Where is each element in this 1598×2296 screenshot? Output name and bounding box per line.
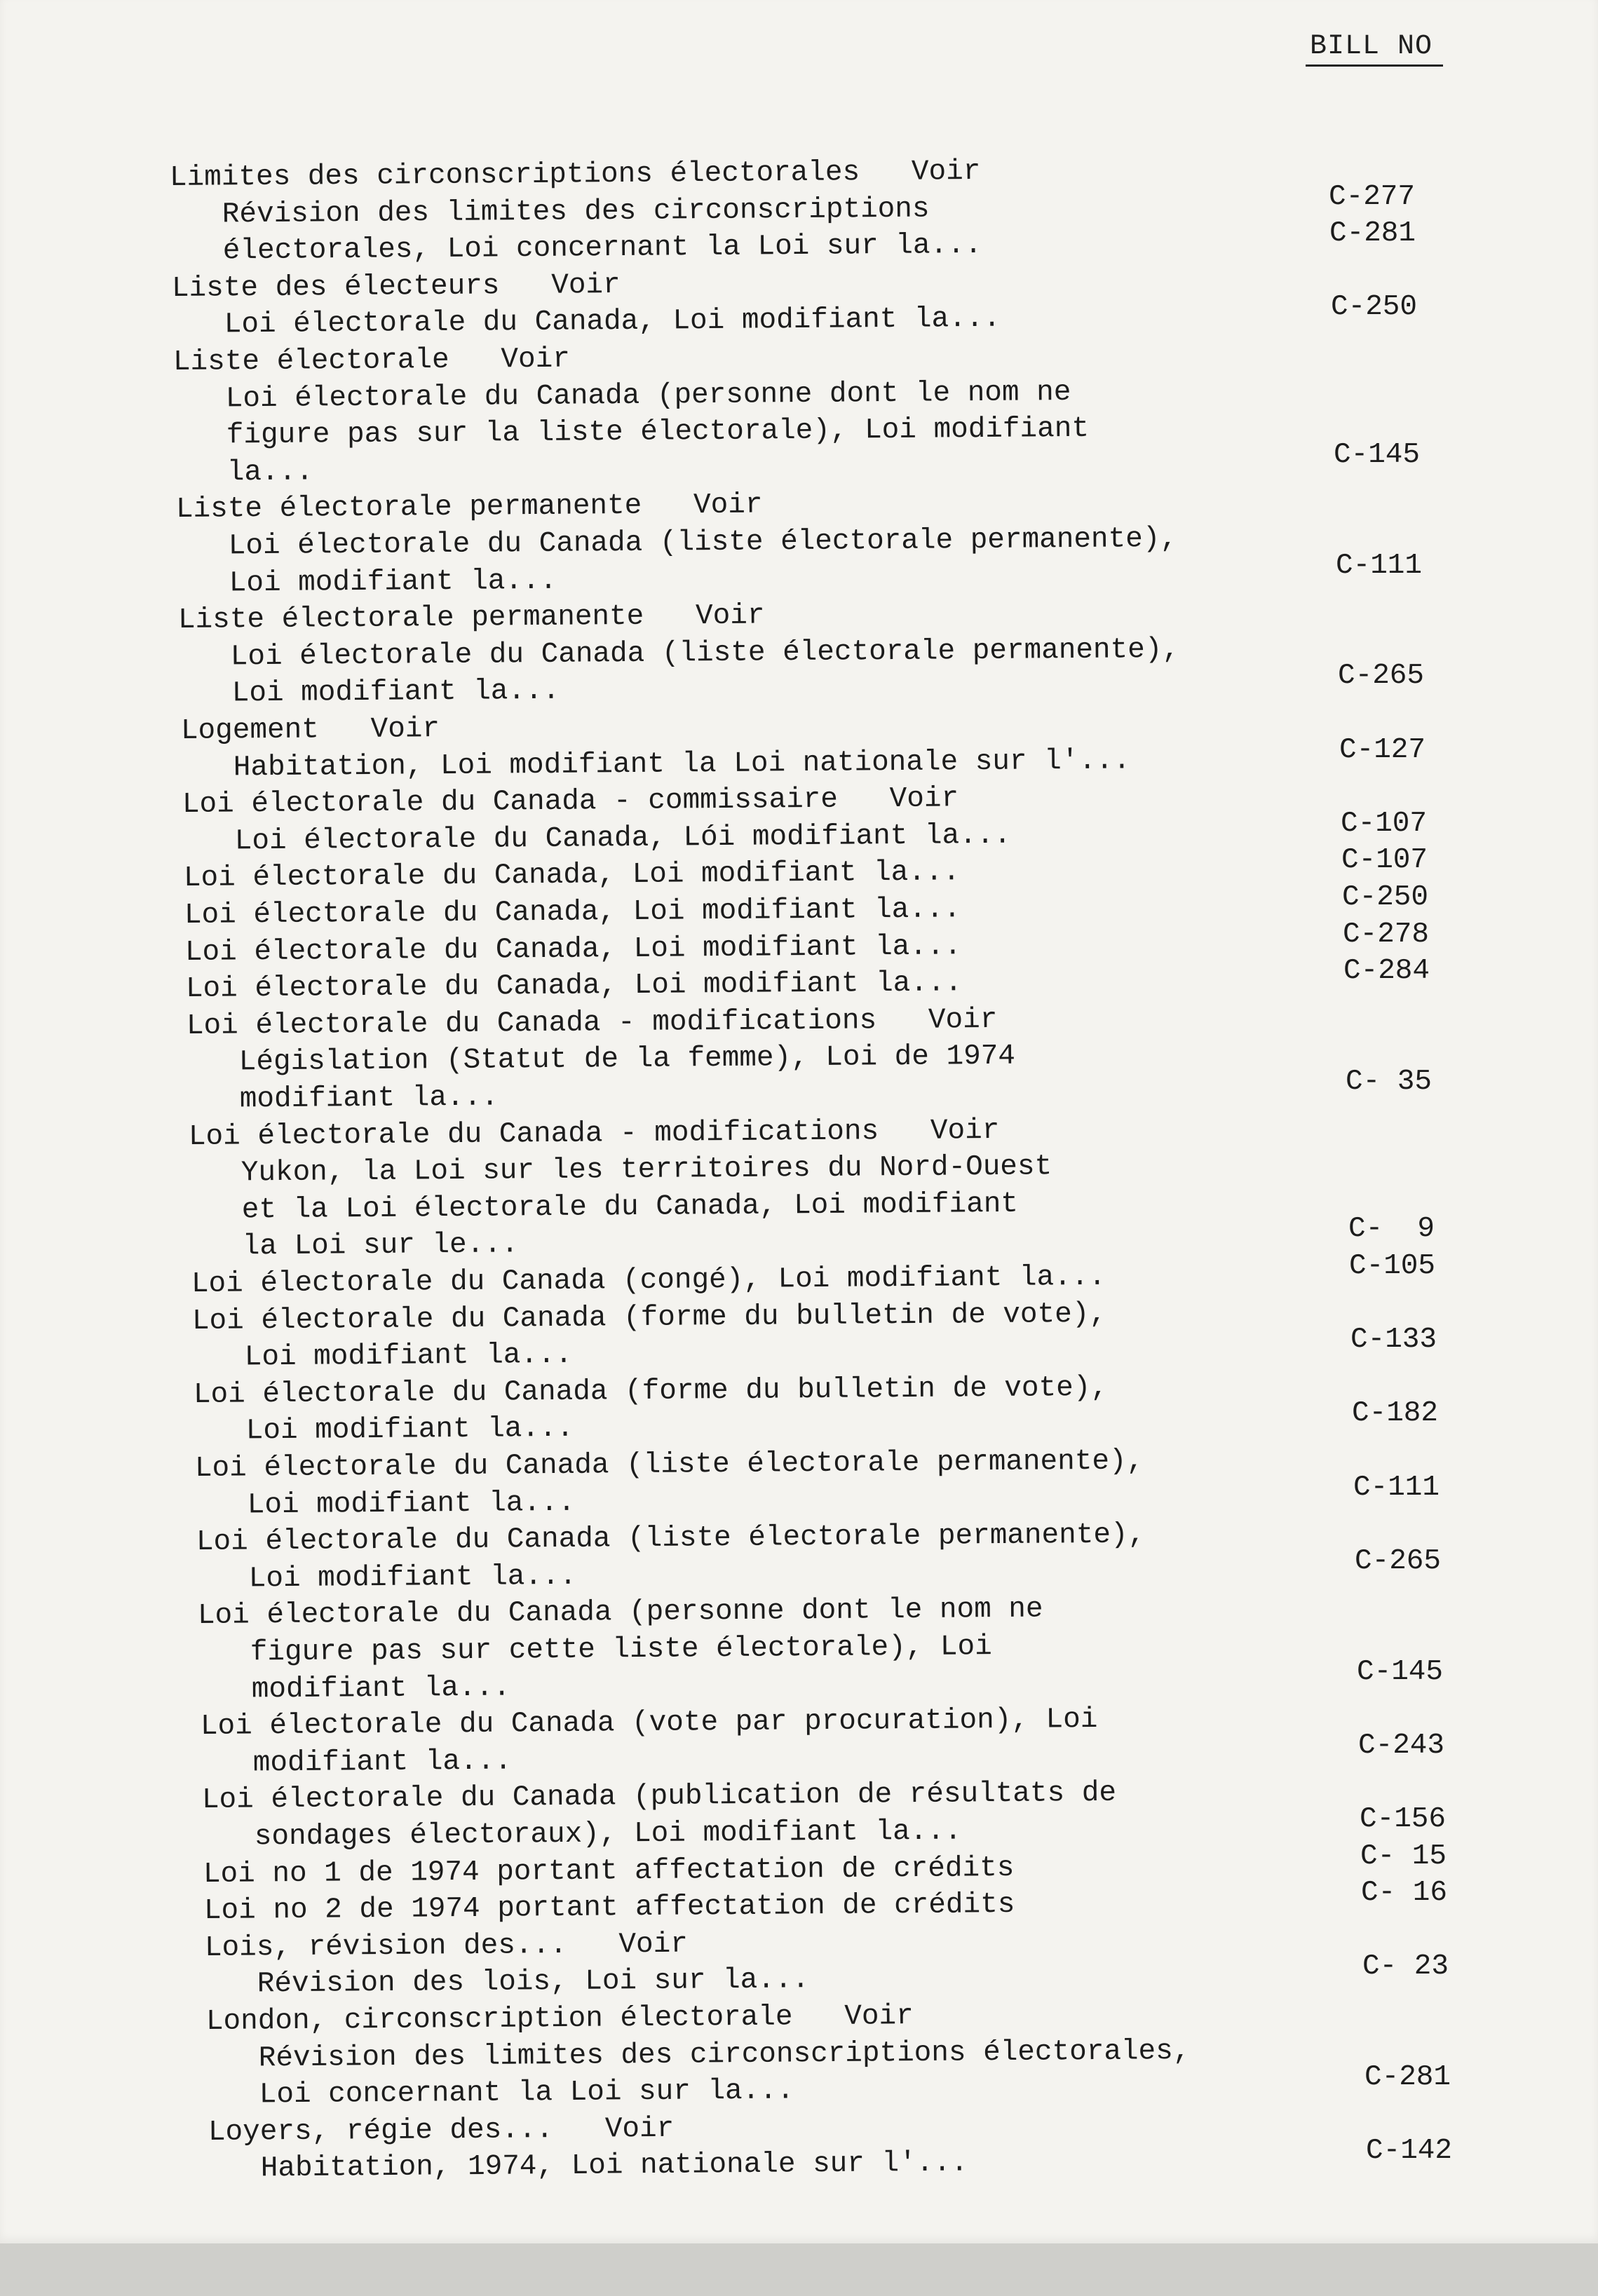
bill-number: C-281 <box>1365 2061 1451 2094</box>
entry-reference-line: Législation (Statut de la femme), Loi de 1974 <box>187 1040 1016 1080</box>
entry-heading: Limites des circonscriptions électorales Voir <box>169 155 981 194</box>
entry-reference-line: Habitation, 1974, Loi nationale sur l'... <box>208 2147 968 2186</box>
bill-number: C-281 <box>1329 217 1416 250</box>
bill-number: C-156 <box>1360 1803 1447 1835</box>
entry-reference-line: modifiant la... <box>187 1081 499 1116</box>
bill-number: C-277 <box>1329 180 1416 213</box>
entry-heading: Loi électorale du Canada (congé), Loi modifiant la... <box>191 1261 1106 1300</box>
entry-heading: Loi électorale du Canada (forme du bulletin de vote), <box>191 1298 1107 1338</box>
entry-reference-line: Loi modifiant la... <box>192 1338 573 1375</box>
bill-number: C-182 <box>1352 1397 1439 1430</box>
entry-reference-line: modifiant la... <box>201 1745 512 1780</box>
bill-number: C-265 <box>1338 660 1425 693</box>
bill-number: C-145 <box>1334 438 1421 471</box>
entry-reference-line: Loi modifiant la... <box>180 675 560 711</box>
entry-heading: Liste des électeurs Voir <box>171 269 621 305</box>
entry-heading: Loi électorale du Canada - modifications Voir <box>186 1003 998 1042</box>
bill-number: C-107 <box>1341 807 1428 840</box>
entry-reference-line: Révision des limites des circonscriptions électorales, <box>206 2035 1191 2075</box>
bill-number: C- 15 <box>1360 1840 1447 1873</box>
entry-reference-line: la Loi sur le... <box>190 1228 519 1264</box>
bill-no-header: BILL NO <box>1310 31 1433 62</box>
bill-number: C- 9 <box>1348 1213 1435 1246</box>
entry-heading: Liste électorale Voir <box>172 343 571 379</box>
entry-heading: Loi no 2 de 1974 portant affectation de crédits <box>203 1889 1015 1928</box>
bill-number: C-142 <box>1366 2135 1453 2168</box>
entry-reference-line: Loi modifiant la... <box>196 1486 576 1522</box>
entry-reference-line: modifiant la... <box>199 1671 510 1706</box>
entry-reference-line: Habitation, Loi modifiant la Loi nationale sur l'... <box>181 744 1130 784</box>
entry-heading: Loi électorale du Canada (forme du bulletin de vote), <box>194 1371 1109 1411</box>
entry-reference-line: figure pas sur cette liste électorale), Loi <box>198 1631 993 1669</box>
entry-heading: Liste électorale permanente Voir <box>176 489 764 527</box>
entry-reference-line: Loi électorale du Canada, Lói modifiant la... <box>182 819 1011 858</box>
entry-reference-line: sondages électoraux), Loi modifiant la... <box>202 1815 962 1854</box>
bill-number: C-284 <box>1343 955 1430 988</box>
entry-heading: Loi électorale du Canada (publication de résultats de <box>201 1777 1116 1817</box>
entry-heading: Loi électorale du Canada (vote par procuration), Loi <box>200 1704 1098 1744</box>
entry-reference-line: Loi électorale du Canada (liste électorale permanente), <box>179 633 1180 674</box>
bill-number: C-250 <box>1342 881 1429 913</box>
entry-heading: Loi électorale du Canada (liste électorale permanente), <box>196 1519 1146 1559</box>
entry-reference-line: Loi modifiant la... <box>194 1413 574 1448</box>
entry-heading: Loi électorale du Canada, Loi modifiant la... <box>183 856 961 895</box>
entry-heading: Logement Voir <box>180 713 440 747</box>
entry-heading: Loi électorale du Canada, Loi modifiant la... <box>184 930 962 969</box>
bill-number: C-243 <box>1358 1729 1445 1762</box>
bill-number: C-250 <box>1331 291 1418 324</box>
entry-reference-line: Loi concernant la Loi sur la... <box>207 2074 794 2112</box>
entry-reference-line: Révision des lois, Loi sur la... <box>205 1964 810 2002</box>
bill-number: C-111 <box>1336 549 1423 582</box>
bill-number: C- 23 <box>1362 1950 1449 1983</box>
entry-heading: Loi électorale du Canada, Loi modifiant la... <box>185 967 963 1006</box>
bill-number: C-127 <box>1339 733 1426 766</box>
entry-reference-line: Loi modifiant la... <box>177 564 557 600</box>
entry-reference-line: Loi électorale du Canada (liste électorale permanente), <box>177 522 1178 563</box>
bill-number: C-278 <box>1343 918 1430 951</box>
entry-heading: Loi électorale du Canada (liste électorale permanente), <box>195 1445 1144 1485</box>
entry-reference-line: et la Loi électorale du Canada, Loi modifiant <box>189 1188 1019 1227</box>
entry-heading: Lois, révision des... Voir <box>204 1928 688 1964</box>
entry-reference-line: Loi électorale du Canada, Loi modifiant la... <box>172 303 1001 342</box>
bill-number: C- 35 <box>1346 1066 1433 1098</box>
bill-number: C-107 <box>1341 844 1428 877</box>
entry-heading: Loi électorale du Canada - commissaire Voir <box>182 782 959 822</box>
bill-number: C-105 <box>1349 1250 1436 1282</box>
entry-reference-line: Révision des limites des circonscriptions <box>170 193 930 231</box>
entry-reference-line: la... <box>175 456 314 489</box>
entry-heading: Loi no 1 de 1974 portant affectation de crédits <box>203 1852 1015 1891</box>
bill-number: C- 16 <box>1361 1877 1448 1910</box>
entry-reference-line: Loi électorale du Canada (personne dont le nom ne <box>174 376 1071 416</box>
scan-bottom-edge <box>0 2243 1598 2296</box>
bill-number: C-145 <box>1357 1655 1444 1688</box>
entry-reference-line: Yukon, la Loi sur les territoires du Nord-Ouest <box>189 1150 1052 1190</box>
entry-heading: Loyers, régie des... Voir <box>208 2112 675 2149</box>
bill-number: C-133 <box>1350 1324 1437 1357</box>
entry-heading: Liste électorale permanente Voir <box>178 599 766 637</box>
entry-heading: Loi électorale du Canada - modifications Voir <box>188 1114 1000 1153</box>
entry-reference-line: électorales, Loi concernant la Loi sur la... <box>170 229 982 269</box>
entry-reference-line: Loi modifiant la... <box>197 1560 577 1596</box>
entry-heading: Loi électorale du Canada (personne dont le nom ne <box>198 1593 1044 1633</box>
entry-heading: London, circonscription électorale Voir <box>205 2000 914 2038</box>
bill-number: C-111 <box>1353 1471 1440 1504</box>
entry-reference-line: figure pas sur la liste électorale), Loi modifiant <box>175 412 1090 453</box>
bill-number: C-265 <box>1355 1544 1442 1577</box>
entry-heading: Loi électorale du Canada, Loi modifiant la... <box>184 893 961 932</box>
